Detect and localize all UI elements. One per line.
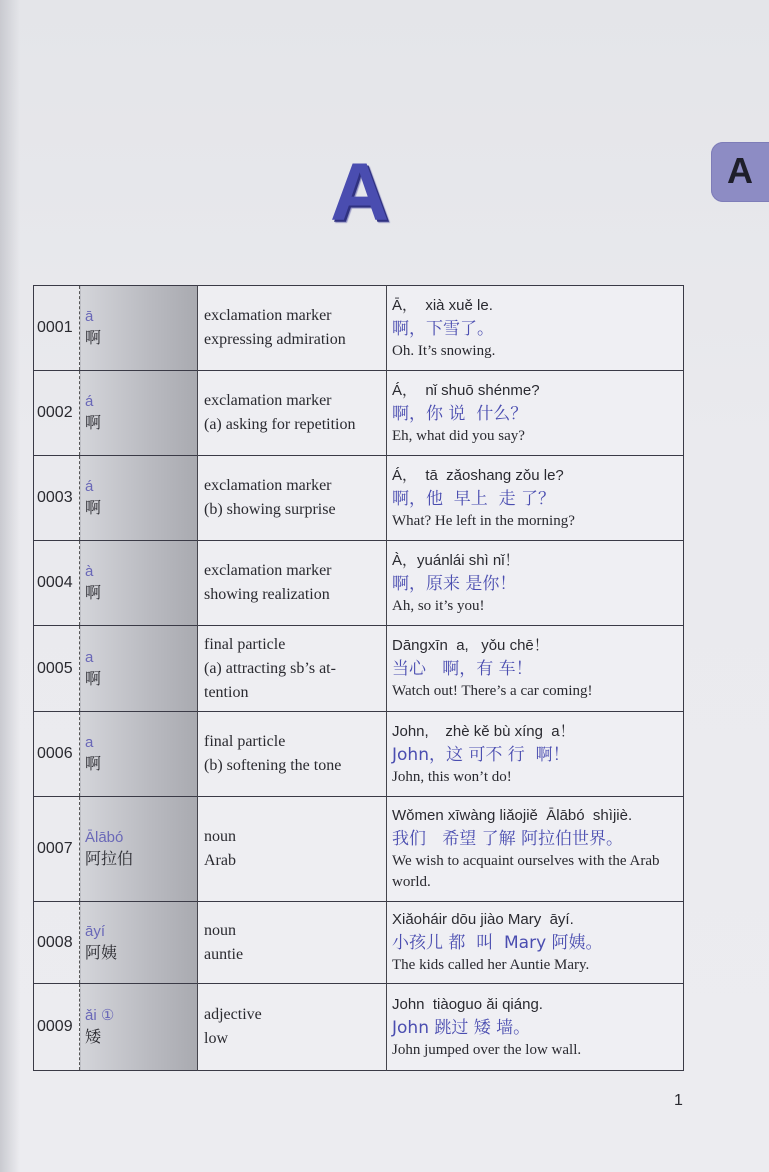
entry-number: 0007 xyxy=(34,797,80,902)
example-chinese: John，这 可不 行 啊！ xyxy=(392,744,570,765)
page-gutter-shadow xyxy=(0,0,20,1172)
example-english: Watch out! There’s a car coming! xyxy=(392,683,593,699)
headword-pinyin: a xyxy=(85,648,94,666)
gloss-cell xyxy=(198,902,387,984)
example-cell xyxy=(387,712,684,797)
gloss-cell xyxy=(198,371,387,456)
section-heading: A xyxy=(330,147,390,238)
example-chinese: 啊，你 说 什么？ xyxy=(392,403,528,424)
headword-cell xyxy=(80,286,198,371)
example-chinese: 小孩儿 都 叫 Mary 阿姨。 xyxy=(392,933,603,953)
example-english: John jumped over the low wall. xyxy=(392,1041,582,1058)
example-pinyin: Xiǎoháir dōu jiào Mary āyí. xyxy=(392,911,574,928)
gloss-cell xyxy=(198,286,387,371)
section-tab-label: A xyxy=(727,150,753,191)
example-pinyin: John, zhè kě bù xíng a！ xyxy=(392,722,575,740)
gloss-line: noun xyxy=(204,921,236,939)
example-english: John, this won’t do! xyxy=(392,768,512,785)
gloss-line: auntie xyxy=(204,945,244,963)
entry-number: 0006 xyxy=(34,712,80,797)
gloss-cell xyxy=(198,712,387,797)
headword-pinyin: ǎi ① xyxy=(85,1007,115,1024)
example-pinyin: Wǒmen xīwàng liǎojiě Ālābó shìjiè. xyxy=(392,807,633,824)
entry-row xyxy=(34,541,684,626)
headword-cell xyxy=(80,902,198,984)
gloss-line: expressing admiration xyxy=(204,331,346,348)
example-cell xyxy=(387,456,684,541)
example-cell xyxy=(387,797,684,902)
headword-pinyin: á xyxy=(85,393,94,410)
headword-pinyin: a xyxy=(85,734,94,751)
headword-pinyin: āyí xyxy=(85,922,106,940)
entry-number: 0008 xyxy=(34,902,80,984)
example-chinese: 啊，他 早上 走 了？ xyxy=(392,488,556,509)
entry-number: 0001 xyxy=(34,286,80,371)
entry-row xyxy=(34,902,684,984)
gloss-line: exclamation marker xyxy=(204,307,332,324)
entry-number: 0004 xyxy=(34,541,80,626)
example-english: Ah, so it’s you! xyxy=(392,597,485,614)
example-pinyin: Ā， xià xuě le. xyxy=(392,296,493,314)
gloss-line: noun xyxy=(204,828,236,845)
gloss-line: (a) asking for repetition xyxy=(204,416,356,433)
example-chinese: 啊，原来 是你！ xyxy=(392,573,517,594)
gloss-line: exclamation marker xyxy=(204,562,332,579)
entry-number: 0002 xyxy=(34,371,80,456)
example-pinyin: À，yuánlái shì nǐ！ xyxy=(392,551,520,569)
headword-hanzi: 矮 xyxy=(85,1027,102,1046)
example-chinese: 当心 啊，有 车！ xyxy=(392,659,533,679)
gloss-line: (b) showing surprise xyxy=(204,501,336,518)
gloss-line: showing realization xyxy=(204,586,330,603)
example-cell xyxy=(387,984,684,1071)
gloss-cell xyxy=(198,541,387,626)
entry-row xyxy=(34,797,684,902)
headword-hanzi: 啊 xyxy=(85,498,102,517)
gloss-line: Arab xyxy=(204,852,236,869)
gloss-line: tention xyxy=(204,683,249,701)
example-cell xyxy=(387,902,684,984)
page-number: 1 xyxy=(674,1092,683,1109)
headword-hanzi: 阿拉伯 xyxy=(85,849,134,868)
section-tab[interactable] xyxy=(711,142,769,202)
entry-row xyxy=(34,456,684,541)
example-english: What? He left in the morning? xyxy=(392,512,575,529)
example-pinyin: Á， nǐ shuō shénme? xyxy=(392,381,540,399)
headword-cell xyxy=(80,541,198,626)
gloss-cell xyxy=(198,984,387,1071)
entry-number: 0003 xyxy=(34,456,80,541)
example-english: Oh. It’s snowing. xyxy=(392,342,496,359)
vocabulary-table xyxy=(33,285,684,1071)
gloss-line: (b) softening the tone xyxy=(204,757,342,774)
headword-cell xyxy=(80,984,198,1071)
headword-pinyin: à xyxy=(85,563,94,580)
entry-number: 0005 xyxy=(34,626,80,712)
headword-hanzi: 啊 xyxy=(85,413,102,432)
headword-hanzi: 阿姨 xyxy=(85,942,118,962)
entry-row xyxy=(34,712,684,797)
entry-row xyxy=(34,626,684,712)
headword-pinyin: ā xyxy=(85,308,94,325)
example-chinese: 我们 希望 了解 阿拉伯世界。 xyxy=(392,829,624,849)
example-chinese: John 跳过 矮 墙。 xyxy=(392,1017,531,1038)
example-cell xyxy=(387,286,684,371)
gloss-line: exclamation marker xyxy=(204,392,332,409)
headword-cell xyxy=(80,712,198,797)
gloss-cell xyxy=(198,797,387,902)
gloss-cell xyxy=(198,626,387,712)
example-pinyin: Dāngxīn a, yǒu chē！ xyxy=(392,637,549,654)
example-cell xyxy=(387,541,684,626)
headword-cell xyxy=(80,797,198,902)
gloss-line: low xyxy=(204,1030,228,1047)
headword-pinyin: Ālābó xyxy=(85,829,124,846)
headword-hanzi: 啊 xyxy=(85,583,102,602)
gloss-line: (a) attracting sb’s at- xyxy=(204,659,336,677)
headword-hanzi: 啊 xyxy=(85,328,102,347)
gloss-line: adjective xyxy=(204,1006,262,1023)
example-english: The kids called her Auntie Mary. xyxy=(392,957,590,973)
example-cell xyxy=(387,626,684,712)
example-english: Eh, what did you say? xyxy=(392,427,525,444)
headword-cell xyxy=(80,626,198,712)
headword-hanzi: 啊 xyxy=(85,668,102,688)
headword-cell xyxy=(80,371,198,456)
headword-hanzi: 啊 xyxy=(85,754,102,773)
entry-number: 0009 xyxy=(34,984,80,1071)
example-pinyin: Á， tā zǎoshang zǒu le? xyxy=(392,466,564,484)
example-pinyin: John tiàoguo ǎi qiáng. xyxy=(392,995,543,1013)
headword-cell xyxy=(80,456,198,541)
gloss-cell xyxy=(198,456,387,541)
example-english: We wish to acquaint ourselves with the Arab world. xyxy=(392,853,660,890)
gloss-line: exclamation marker xyxy=(204,477,332,494)
entry-row xyxy=(34,984,684,1071)
entry-row xyxy=(34,371,684,456)
headword-pinyin: á xyxy=(85,478,94,495)
example-chinese: 啊，下雪了。 xyxy=(392,318,494,339)
entry-row xyxy=(34,286,684,371)
gloss-line: final particle xyxy=(204,733,286,750)
example-cell xyxy=(387,371,684,456)
gloss-line: final particle xyxy=(204,635,286,653)
